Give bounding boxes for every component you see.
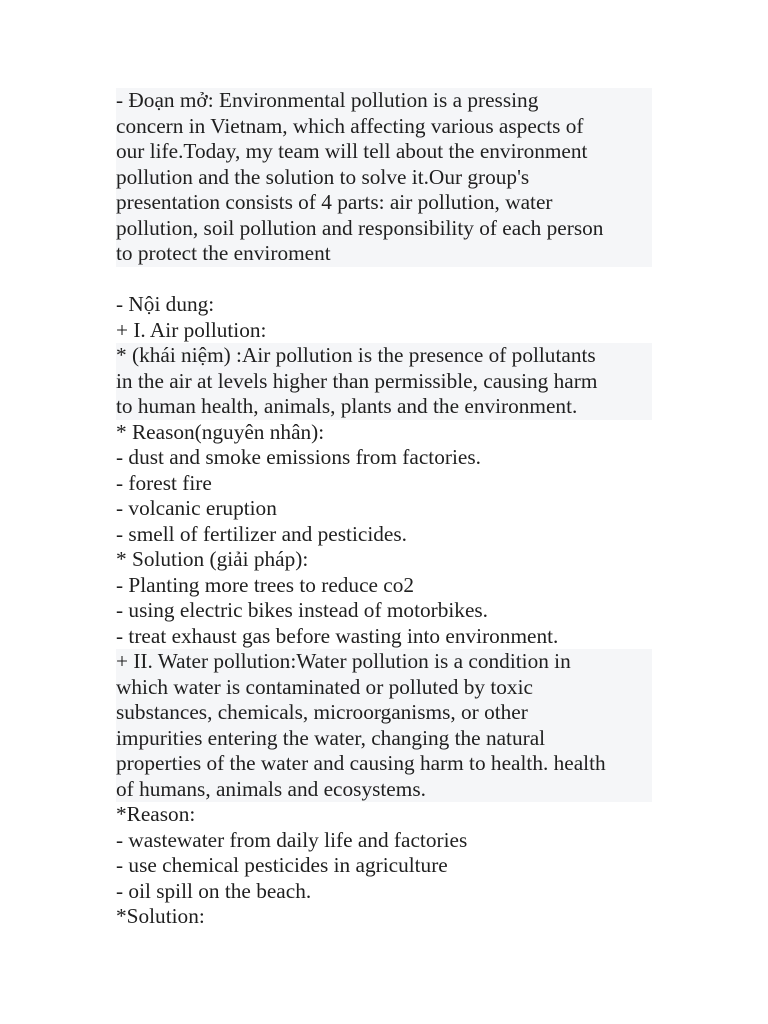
intro-paragraph <box>116 88 652 267</box>
definition-line: * (khái niệm) :Air pollution is the presence of pollutants <box>116 343 596 367</box>
definition-line: of humans, animals and ecosystems. <box>116 776 426 801</box>
air-solution-heading: * Solution (giải pháp): <box>116 547 309 571</box>
list-item: - forest fire <box>116 470 212 495</box>
content-heading: - Nội dung: <box>116 292 215 316</box>
intro-line: pollution, soil pollution and responsibility of each person <box>116 215 604 240</box>
definition-line: substances, chemicals, microorganisms, or other <box>116 700 528 724</box>
definition-line: which water is contaminated or polluted by toxic <box>116 674 533 699</box>
blank-line <box>116 267 652 293</box>
intro-line: to protect the enviroment <box>116 241 331 265</box>
definition-line: properties of the water and causing harm to health. health <box>116 751 606 775</box>
document-page <box>116 88 652 930</box>
intro-line: concern in Vietnam, which affecting various aspects of <box>116 113 584 138</box>
definition-line: + II. Water pollution:Water pollution is a condition in <box>116 649 571 673</box>
definition-line: impurities entering the water, changing the natural <box>116 725 546 750</box>
water-solution-heading: *Solution: <box>116 904 205 928</box>
water-pollution-definition <box>116 649 652 802</box>
list-item: - treat exhaust gas before wasting into environment. <box>116 623 559 648</box>
intro-line: presentation consists of 4 parts: air pollution, water <box>116 190 553 214</box>
air-pollution-definition <box>116 343 652 420</box>
list-item: - wastewater from daily life and factories <box>116 827 468 852</box>
air-pollution-heading: + I. Air pollution: <box>116 317 267 342</box>
intro-line: - Đoạn mở: Environmental pollution is a pressing <box>116 88 539 112</box>
list-item: - Planting more trees to reduce co2 <box>116 572 415 597</box>
water-reason-heading: *Reason: <box>116 802 196 826</box>
list-item: - dust and smoke emissions from factories. <box>116 445 481 469</box>
air-reason-heading: * Reason(nguyên nhân): <box>116 419 325 444</box>
list-item: - smell of fertilizer and pesticides. <box>116 521 407 546</box>
intro-line: pollution and the solution to solve it.Our group's <box>116 164 530 189</box>
definition-line: in the air at levels higher than permissible, causing harm <box>116 368 598 393</box>
list-item: - oil spill on the beach. <box>116 878 312 903</box>
definition-line: to human health, animals, plants and the environment. <box>116 394 578 418</box>
intro-line: our life.Today, my team will tell about the environment <box>116 139 588 163</box>
list-item: - volcanic eruption <box>116 496 277 520</box>
list-item: - using electric bikes instead of motorbikes. <box>116 598 489 622</box>
list-item: - use chemical pesticides in agriculture <box>116 853 448 877</box>
